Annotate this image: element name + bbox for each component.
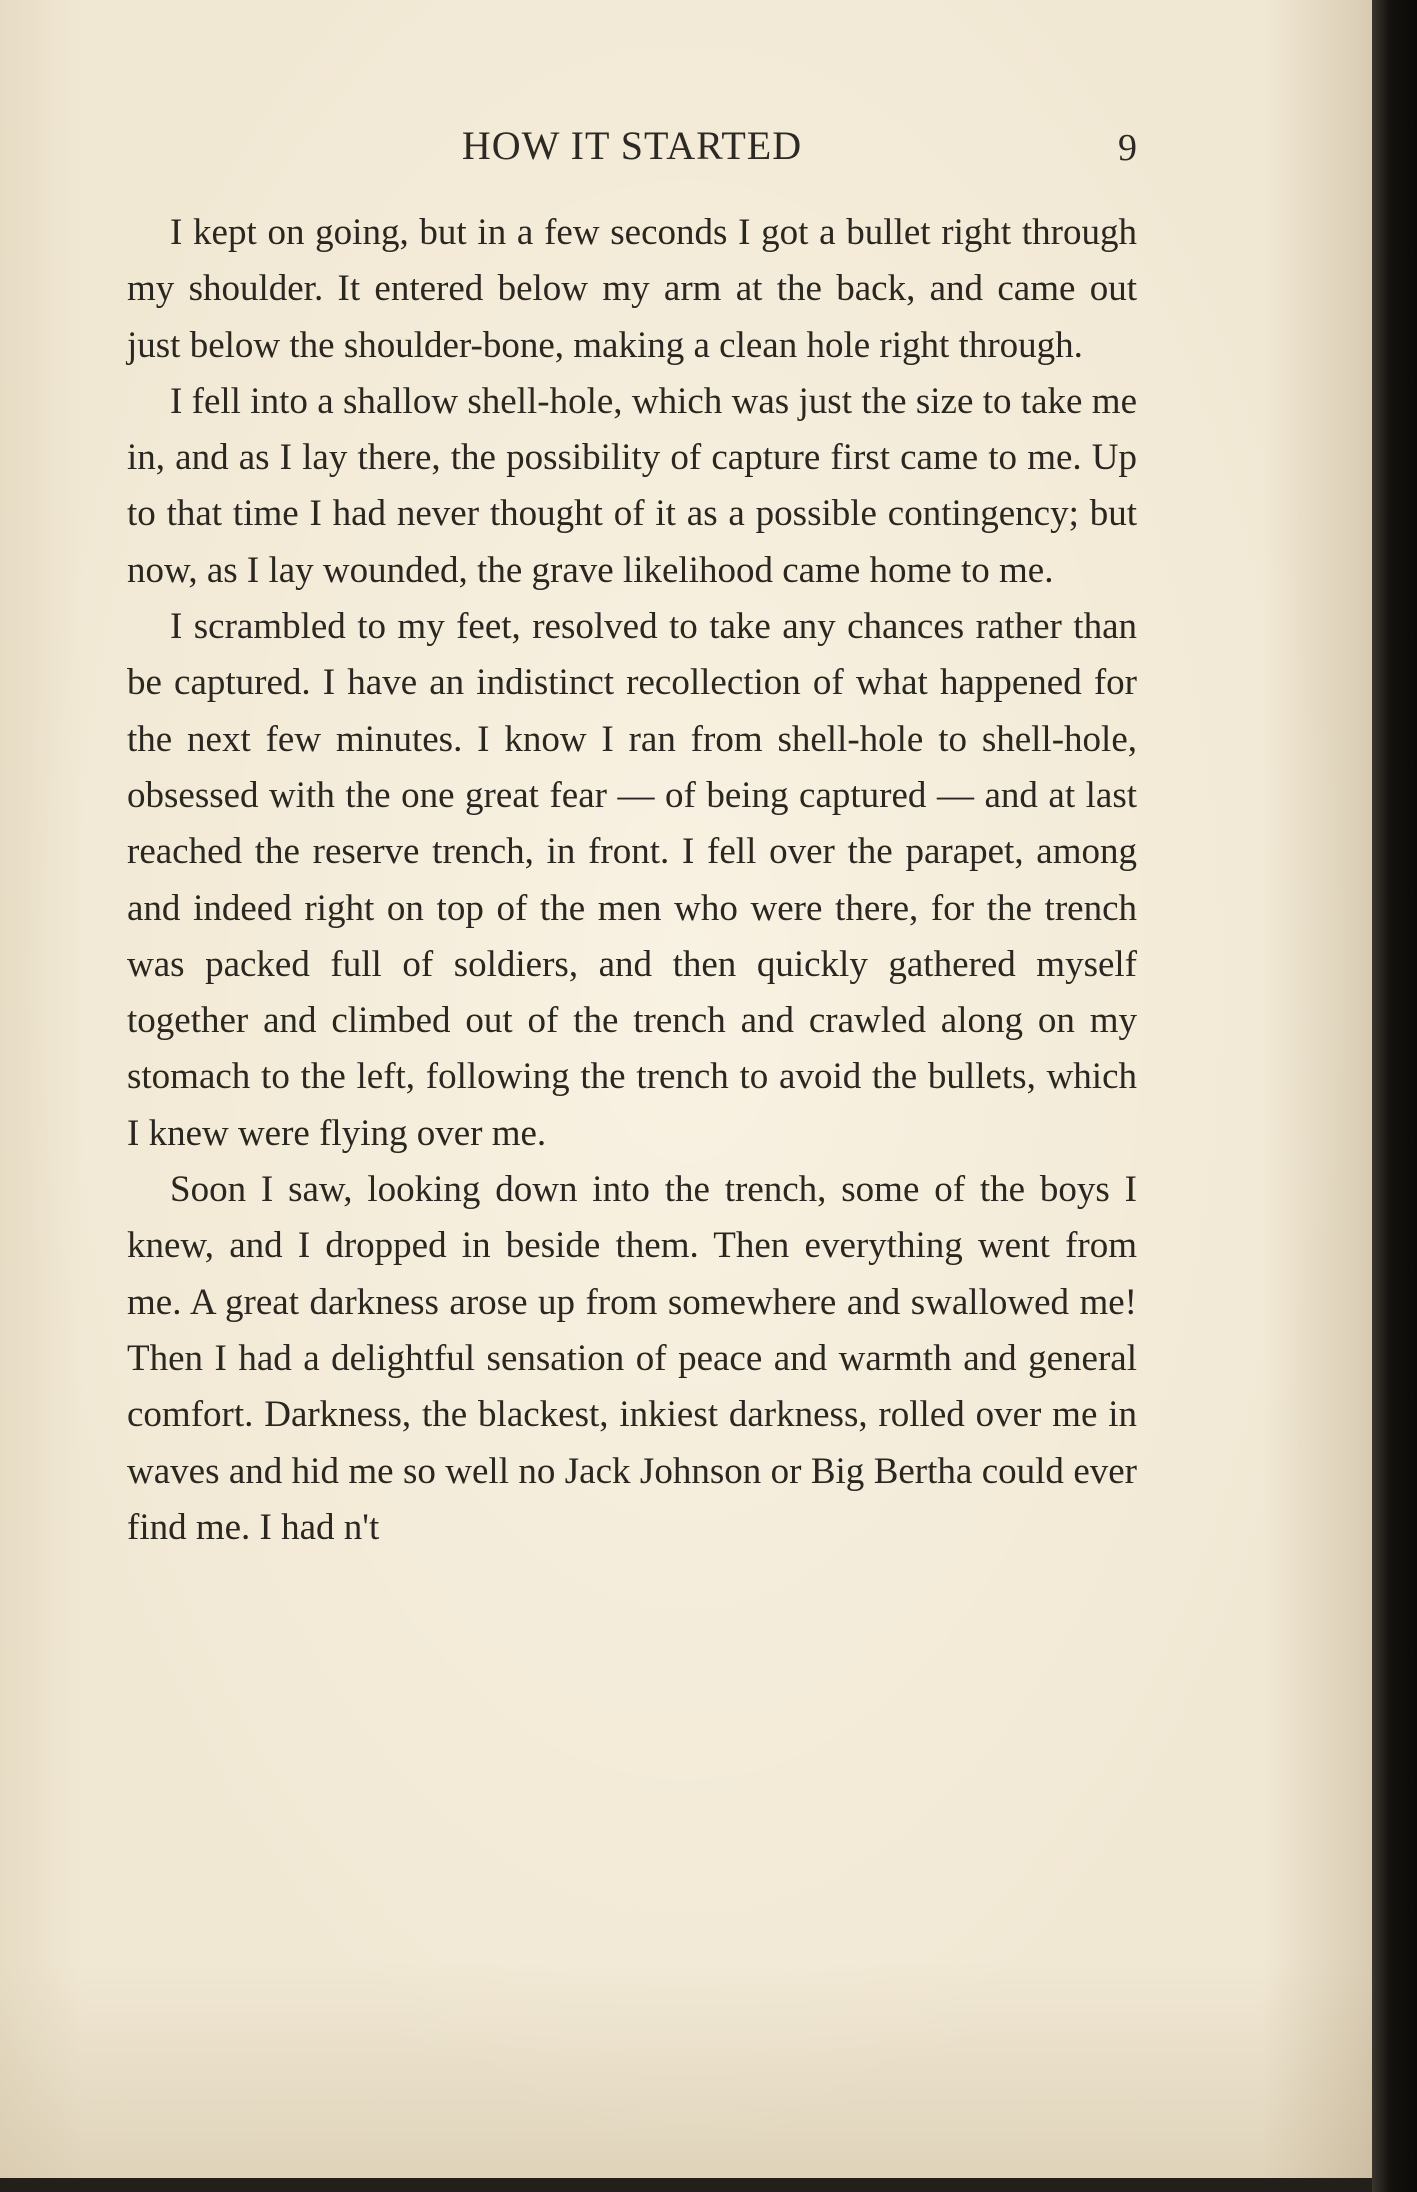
paragraph-2: I fell into a shallow shell-hole, which was just the size to take me in, and as I lay there, the possibility of capture first came to me. Up to that time I had never thought of it as a possible contingency; but now, as I lay wounded, the grave likelihood came home to me. — [127, 380, 1137, 591]
book-spine-shadow — [1372, 0, 1417, 2192]
paragraph-1: I kept on going, but in a few seconds I got a bullet right through my shoulder. It entered below my arm at the back, and came out just below the shoulder-bone, making a clean hole right through. — [127, 212, 1137, 366]
running-title: HOW IT STARTED — [461, 123, 803, 168]
page-bottom-edge — [0, 2178, 1372, 2192]
page-number: 9 — [1118, 127, 1137, 169]
paragraph-3: I scrambled to my feet, resolved to take any chances rather than be captured. I have an indistinct recollection of what happened for the next few minutes. I know I ran from shell-hole to shell-hole, obsessed with the one great fear — of being captured — and at last reached the reserve trench, in front. I fell over the parapet, among and indeed right on top of the men who were there, for the trench was packed full of soldiers, and then quickly gathered myself together and climbed out of the trench and crawled along on my stomach to the left, following the trench to avoid the bullets, which I knew were flying over me. — [127, 606, 1137, 1154]
page-header — [127, 122, 1137, 182]
paragraph-4: Soon I saw, looking down into the trench, some of the boys I knew, and I dropped in beside them. Then everything went from me. A great darkness arose up from somewhere and swallowed me! Then I had a delightful sensation of peace and warmth and general comfort. Darkness, the blackest, inkiest darkness, rolled over me in waves and hid me so well no Jack Johnson or Big Bertha could ever find me. I had n't — [127, 1169, 1137, 1548]
body-text — [127, 205, 1137, 1556]
